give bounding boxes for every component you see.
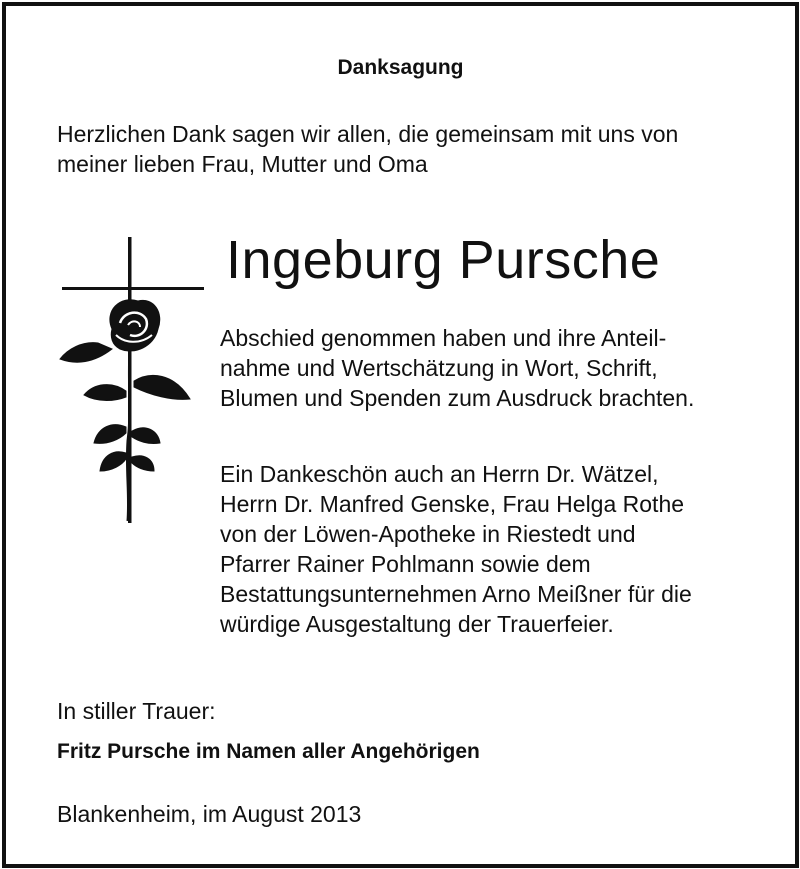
signer: Fritz Pursche im Namen aller Angehörigen — [57, 740, 480, 763]
deceased-name: Ingeburg Pursche — [226, 230, 661, 290]
paragraph-line: würdige Ausgestaltung der Trauerfeier. — [220, 611, 614, 637]
paragraph-line: Abschied genommen haben und ihre Anteil- — [220, 325, 667, 351]
paragraph-line: Pfarrer Rainer Pohlmann sowie dem — [220, 551, 591, 577]
paragraph-line: Blumen und Spenden zum Ausdruck brachten. — [220, 385, 695, 411]
cross-icon — [62, 237, 204, 523]
paragraph-line: Ein Dankeschön auch an Herrn Dr. Wätzel, — [220, 461, 659, 487]
intro-line: Herzlichen Dank sagen wir allen, die gemeinsam mit uns von — [57, 121, 679, 147]
place-date: Blankenheim, im August 2013 — [57, 801, 362, 827]
special-thanks-paragraph — [220, 459, 760, 639]
intro-text — [57, 119, 757, 179]
rose-icon — [60, 300, 190, 521]
thanks-paragraph — [220, 323, 760, 413]
mourning-label: In stiller Trauer: — [57, 698, 216, 724]
paragraph-line: Herrn Dr. Manfred Genske, Frau Helga Rothe — [220, 491, 685, 517]
heading: Danksagung — [337, 56, 464, 79]
obituary-card — [2, 2, 799, 868]
paragraph-line: von der Löwen-Apotheke in Riestedt und — [220, 521, 636, 547]
paragraph-line: Bestattungsunternehmen Arno Meißner für die — [220, 581, 692, 607]
intro-line: meiner lieben Frau, Mutter und Oma — [57, 151, 428, 177]
cross-with-rose — [54, 231, 214, 531]
paragraph-line: nahme und Wertschätzung in Wort, Schrift, — [220, 355, 658, 381]
